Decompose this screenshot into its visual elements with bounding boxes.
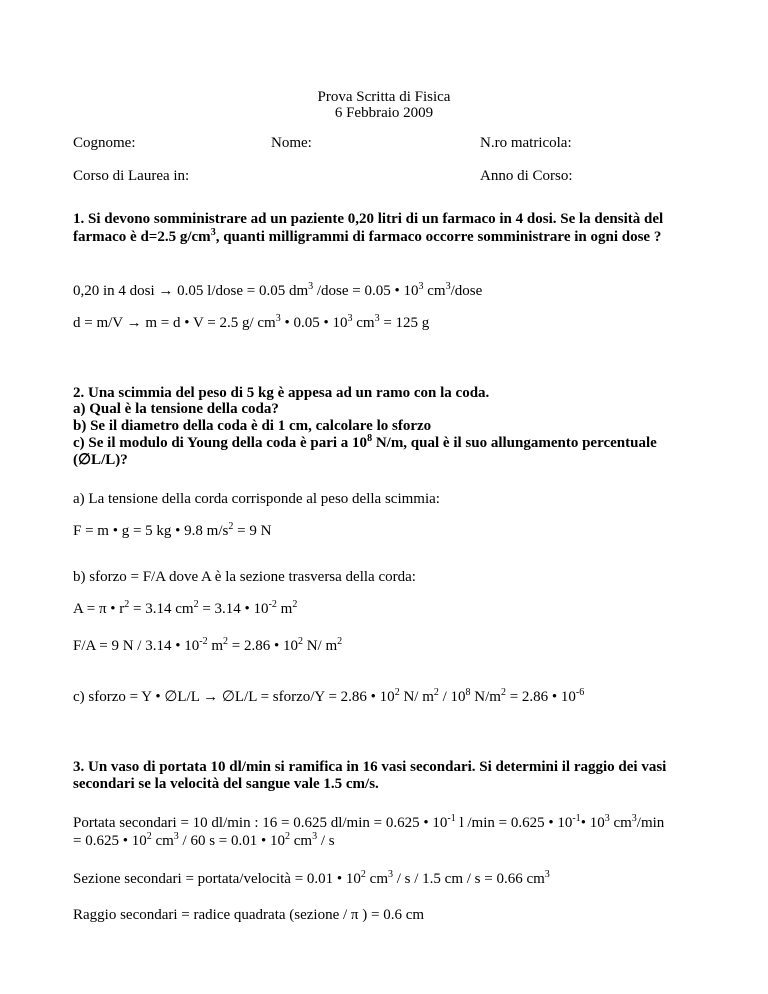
q2-text-line2: a) Qual è la tensione della coda? bbox=[73, 401, 279, 417]
exam-date: 6 Febbraio 2009 bbox=[334, 105, 434, 121]
q3-text-line1: 3. Un vaso di portata 10 dl/min si ramifica in 16 vasi secondari. Si determini il raggio dei vasi bbox=[73, 759, 667, 775]
q3-sezione-line: Sezione secondari = portata/velocità = 0.01 • $10^2$ $cm^3$ / s / 1.5 cm / s = 0.66 $cm^3$ bbox=[73, 869, 550, 887]
matricola-label: N.ro matricola: bbox=[480, 135, 572, 151]
q2-answer-b-equation1: A = π • $r^2 = 3.14$ $cm^2 = 3.14$ • $10^{-2}$ $m^2$ bbox=[73, 599, 298, 617]
page-title: Prova Scritta di Fisica bbox=[317, 89, 451, 105]
q1-text-line1: 1. Si devono somministrare ad un paziente 0,20 litri di un farmaco in 4 dosi. Se la densità del bbox=[73, 211, 664, 227]
q2-answer-a-equation: F = m • g = 5 kg • 9.8 $m/s^2 = 9$ N bbox=[73, 521, 272, 539]
q2-text-line1: 2. Una scimmia del peso di 5 kg è appesa ad un ramo con la coda. bbox=[73, 385, 490, 401]
q2-text-line4: c) Se il modulo di Young della coda è pari a $10^8$ N/m, qual è il suo allungamento percentuale bbox=[73, 433, 657, 451]
q2-answer-c-equation: c) sforzo = Y • ∅L/L → ∅L/L = sforzo/Y = 2.86 • $10^2$ N/ $m^2 / 10^8$ $N/m^2 = 2.86$ • $10^{-6}$ bbox=[73, 687, 585, 705]
nome-label: Nome: bbox=[271, 135, 312, 151]
corso-label: Corso di Laurea in: bbox=[73, 168, 190, 184]
q2-answer-b-equation2: F/A = 9 N / 3.14 • $10^{-2}$ $m^2 = 2.86$ • $10^2$ N/ $m^2$ bbox=[73, 636, 343, 654]
q2-answer-a-text: a) La tensione della corda corrisponde al peso della scimmia: bbox=[73, 491, 440, 507]
q3-portata-line2: = 0.625 • $10^2$ $cm^3 / 60$ s = 0.01 • $10^2$ $cm^3$ / s bbox=[73, 831, 335, 849]
q2-answer-b-text: b) sforzo = F/A dove A è la sezione trasversa della corda: bbox=[73, 569, 416, 585]
q2-text-line3: b) Se il diametro della coda è di 1 cm, calcolare lo sforzo bbox=[73, 418, 432, 434]
q1-text-line2: farmaco è d=2.5 $g/cm^3$, quanti milligrammi di farmaco occorre somministrare in ogni dose ? bbox=[73, 227, 662, 245]
q1-solution-line1: 0,20 in 4 dosi → 0.05 l/dose = 0.05 $dm^3$ /dose = 0.05 • $10^3$ $cm^3$/dose bbox=[73, 281, 483, 299]
q3-raggio-line: Raggio secondari = radice quadrata (sezione / π ) = 0.6 cm bbox=[73, 907, 425, 923]
q3-text-line2: secondari se la velocità del sangue vale 1.5 cm/s. bbox=[73, 776, 379, 792]
anno-label: Anno di Corso: bbox=[480, 168, 573, 184]
cognome-label: Cognome: bbox=[73, 135, 136, 151]
q2-text-line5: (∅L/L)? bbox=[73, 452, 128, 468]
q1-solution-line2: d = m/V → m = d • V = 2.5 g/ $cm^3$ • 0.05 • $10^3$ $cm^3 = 125$ g bbox=[73, 313, 430, 331]
q3-portata-line1: Portata secondari = 10 dl/min : 16 = 0.625 dl/min = 0.625 • $10^{-1}$ l /min = 0.625 • $10^{-1}•$ $10^3$ $cm^3/\min$ bbox=[73, 813, 665, 831]
